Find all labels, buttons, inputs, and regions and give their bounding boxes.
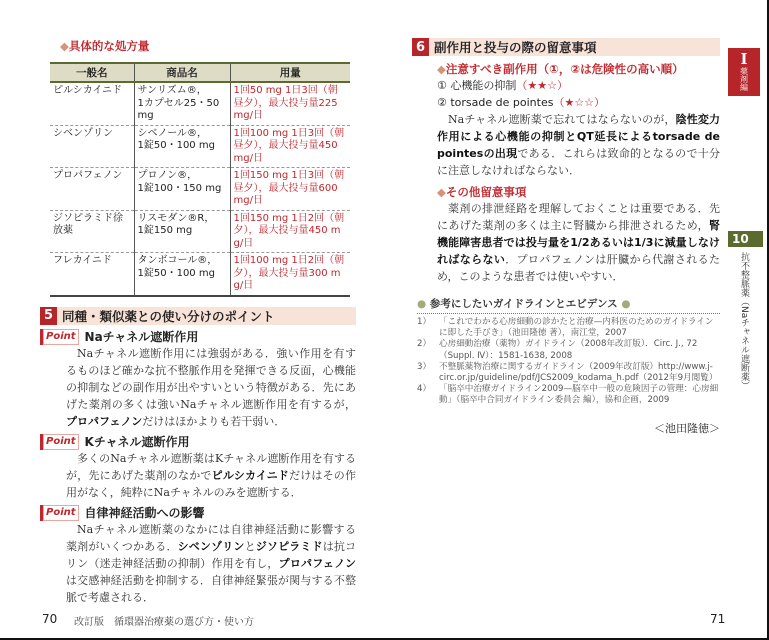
section-title: 同種・類似薬との使い分けのポイント xyxy=(62,308,275,324)
table-row xyxy=(50,82,350,125)
heading-text: 注意すべき副作用（①，②は危険性の高い順） xyxy=(445,62,684,76)
brand: リスモダン®R， xyxy=(137,212,215,224)
reference-number: 4） xyxy=(417,384,432,395)
side-effect-item xyxy=(437,94,720,111)
text: は抗コリン（迷走神経活動の抑制）作用を有し， xyxy=(66,539,357,570)
col-header: 商品名 xyxy=(134,63,230,82)
section-title: 副作用と投与の際の留意事項 xyxy=(434,40,597,55)
chapter-label: 抗不整脈薬（Naチャネル遮断薬） xyxy=(739,252,749,391)
bullet-icon: ● xyxy=(621,298,631,310)
table-row xyxy=(50,125,350,168)
formulation: 1錠100・150 mg xyxy=(137,182,222,194)
side-effects-heading xyxy=(437,61,720,77)
part-number: I xyxy=(740,50,748,68)
col-header: 用量 xyxy=(230,63,350,82)
brand: プロノン®， xyxy=(137,170,198,181)
formulation: 1カプセル25・50 mg xyxy=(137,97,220,121)
bold-text: プロパフェノン xyxy=(278,556,356,570)
table-row xyxy=(50,210,350,253)
brand-name xyxy=(134,253,230,296)
heading-text: 参考にしたいガイドラインとエビデンス xyxy=(429,298,618,310)
dosage: 1回50 mg 1日3回（朝昼夕），最大投与量225 mg/日 xyxy=(230,82,350,125)
heading-text: その他留意事項 xyxy=(445,185,527,199)
dosage: 1回100 mg 1日2回（朝夕），最大投与量300 mg/日 xyxy=(230,253,350,296)
text: Naチャネル遮断薬のなかには自律神経活動に影響する薬剤がいくつかある． xyxy=(66,522,356,553)
formulation: 1錠50・100 mg xyxy=(137,267,215,279)
table-row xyxy=(50,253,350,296)
reference-text: 「脳卒中治療ガイドライン2009—脳卒中一般の危険因子の管理：心房細動」（脳卒中合同ガイドライン委員会 編），協和企画，2009 xyxy=(439,384,719,406)
side-effect-item xyxy=(437,77,720,94)
dose-heading-text: 具体的な処方量 xyxy=(68,39,150,53)
brand: タンボコール®， xyxy=(137,255,218,266)
bullet-icon: ● xyxy=(417,298,427,310)
paragraph xyxy=(66,521,356,606)
chapter-tab[interactable]: 10 xyxy=(728,231,763,247)
section-6-body xyxy=(437,56,720,285)
bold-text: ジソピラミド xyxy=(255,539,323,553)
text: だけはほかよりも若干弱い． xyxy=(142,414,286,428)
diamond-icon: ◆ xyxy=(437,185,446,199)
point-title: Naチャネル遮断作用 xyxy=(84,329,199,344)
paragraph xyxy=(66,345,356,430)
reference-number: 1） xyxy=(417,317,432,327)
reference-text: 「これでわかる心房細動の診かたと治療—内科医のためのガイドラインに即した手びき」（池田隆徳 著），南江堂，2007 xyxy=(439,317,714,339)
text: Naチャネル遮断薬で忘れてはならないのが， xyxy=(448,113,676,126)
point-badge: Point xyxy=(40,505,79,521)
text: 多くのNaチャネル遮断薬はKチャネル遮断作用を有するが，先にあげた薬剤のなかで xyxy=(66,451,356,482)
brand-name xyxy=(134,82,230,125)
reference-number: 3） xyxy=(417,361,432,372)
point-heading xyxy=(40,329,356,345)
brand-name xyxy=(134,125,230,168)
reference-text: 不整脈薬物治療に関するガイドライン（2009年改訂版）http://www.j-circ.or.jp/guideline/pdf/JCS2009_kodama_h.pdf（2012年9月閲覧） xyxy=(439,361,718,384)
page-number: 70 xyxy=(42,612,58,626)
item-label: ① 心機能の抑制 xyxy=(437,79,517,92)
reference-list xyxy=(417,317,720,407)
brand-name xyxy=(134,210,230,253)
brand: サンリズム®， xyxy=(137,85,207,96)
col-header: 一般名 xyxy=(50,63,134,82)
running-title: 改訂版 循環器治療薬の選び方・使い方 xyxy=(74,617,254,628)
point-badge: Point xyxy=(40,434,79,450)
author-name: ＜池田隆徳＞ xyxy=(654,421,720,435)
generic-name: フレカイニド xyxy=(50,253,134,296)
paragraph xyxy=(437,200,720,285)
bold-text: プロパフェノン xyxy=(66,414,143,428)
text: は交感神経活動を抑制する．自律神経緊張が関与する不整脈で考慮される． xyxy=(66,573,356,604)
dose-table xyxy=(50,62,350,297)
bold-text: 腎機能障害患者では投与量を1/2あるいは1/3に減量しなければならない xyxy=(437,219,720,266)
section-number: 6 xyxy=(412,38,429,56)
point-title: Kチャネル遮断作用 xyxy=(84,434,190,449)
references-heading xyxy=(417,297,720,314)
text: である．これらは致命的となるので十分に注意しなければならない． xyxy=(437,147,720,177)
bold-text: 陰性変力作用による心機能の抑制とQT延長によるtorsade de pointesの出現 xyxy=(437,113,721,160)
star-rating: （★☆☆） xyxy=(553,96,606,109)
reference-item xyxy=(417,384,720,406)
item-label: ② torsade de pointes xyxy=(437,96,554,109)
dosage: 1回150 mg 1日3回（朝昼夕），最大投与量600 mg/日 xyxy=(230,168,350,211)
dose-heading xyxy=(60,38,356,54)
point-title: 自律神経活動への影響 xyxy=(84,505,205,520)
right-page xyxy=(412,38,720,436)
point-badge: Point xyxy=(40,329,79,345)
paragraph xyxy=(66,450,356,501)
generic-name: ジソピラミド徐放薬 xyxy=(50,210,134,253)
point-heading xyxy=(40,505,356,521)
dosage: 1回100 mg 1日3回（朝昼夕），最大投与量450 mg/日 xyxy=(230,125,350,168)
reference-text: 心房細動治療（薬物）ガイドライン（2008年改訂版）．Circ. J., 72（Suppl. Ⅳ）：1581-1638, 2008 xyxy=(439,339,698,361)
star-rating: （★★☆） xyxy=(516,79,568,92)
section-number: 5 xyxy=(40,307,57,325)
reference-item xyxy=(417,339,720,361)
generic-name: ピルシカイニド xyxy=(50,82,134,125)
generic-name: シベンゾリン xyxy=(50,125,134,168)
text: だけはその作用がなく，純粋にNaチャネルのみを遮断する． xyxy=(66,468,357,499)
brand: シベノール®， xyxy=(137,127,207,139)
bold-text: シベンゾリン xyxy=(177,539,245,553)
formulation: 1錠150 mg xyxy=(137,225,193,236)
text: Naチャネル遮断作用には強弱がある．強い作用を有するものほど確かな抗不整脈作用を発揮できる反面，心機能の抑制などの副作用が出やすいという特徴がある．先にあげた薬剤の多くは強いNaチャネル遮断作用を有するが， xyxy=(66,346,356,411)
table-row xyxy=(50,168,350,211)
other-notes-heading xyxy=(437,184,720,200)
dosage: 1回150 mg 1日2回（朝夕），最大投与量450 mg/日 xyxy=(230,210,350,253)
formulation: 1錠50・100 mg xyxy=(137,140,215,151)
part-tab[interactable] xyxy=(728,48,760,96)
text: と xyxy=(244,539,256,553)
brand-name xyxy=(134,168,230,211)
section-6-header xyxy=(412,38,720,56)
generic-name: プロパフェノン xyxy=(50,168,134,211)
diamond-icon: ◆ xyxy=(437,62,446,76)
diamond-icon: ◆ xyxy=(60,39,69,53)
left-page xyxy=(40,38,356,606)
reference-item xyxy=(417,317,720,339)
text: ．プロパフェノンは肝臓から代謝されるため，このような患者では使いやすい． xyxy=(437,253,721,283)
reference-item xyxy=(417,362,720,384)
reference-number: 2） xyxy=(417,339,432,350)
paragraph xyxy=(437,111,720,179)
part-label: 薬剤編 xyxy=(739,67,749,91)
bold-text: ピルシカイニド xyxy=(211,468,289,482)
point-heading xyxy=(40,434,356,450)
text: 薬剤の排泄経路を理解しておくことは重要である．先にあげた薬剤の多くは主に腎臓から排泄されるため， xyxy=(437,202,720,232)
page-number: 71 xyxy=(710,612,726,626)
section-5-header xyxy=(40,307,356,325)
